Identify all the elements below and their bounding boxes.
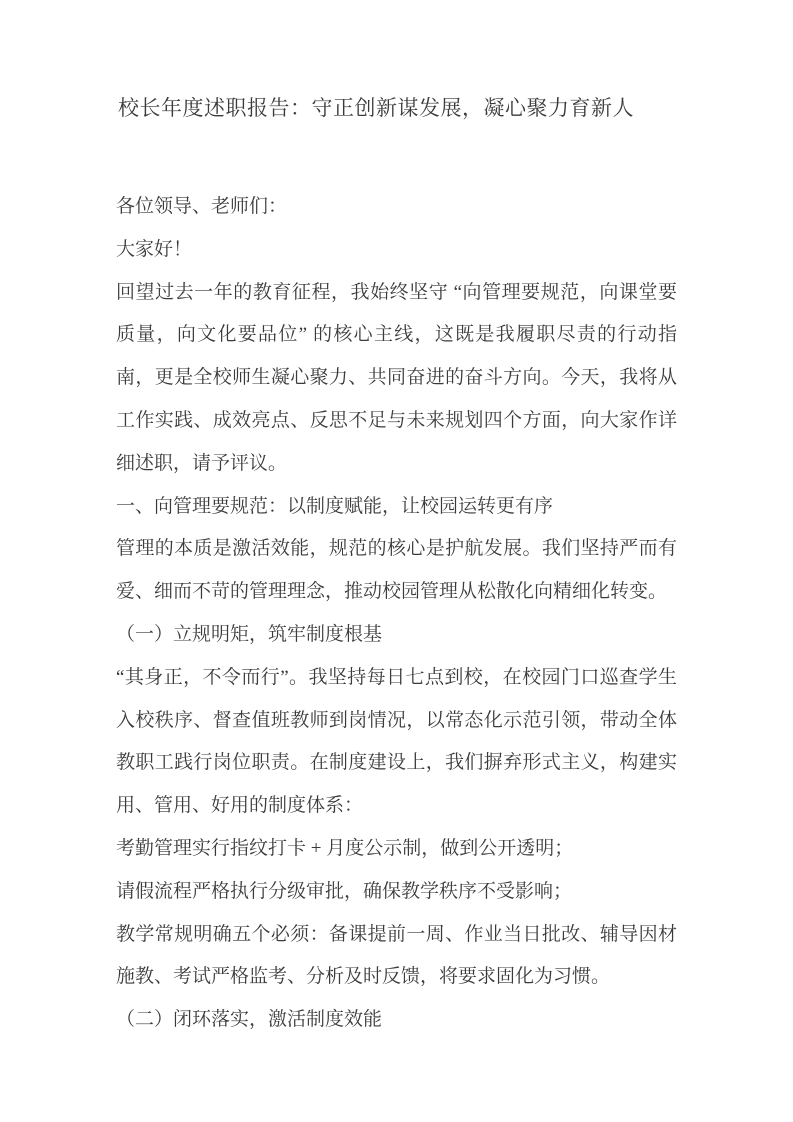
intro-paragraph: 回望过去一年的教育征程，我始终坚守 “向管理要规范，向课堂要质量，向文化要品位” 的核心主线，这既是我履职尽责的行动指南，更是全校师生凝心聚力、共同奋进的奋斗方向。今天，我将从工作实践、成效亮点、反思不足与未来规划四个方面，向大家作详细述职，请予评议。 — [116, 281, 677, 474]
section-1-heading: 一、向管理要规范：以制度赋能，让校园运转更有序 — [116, 495, 554, 517]
greeting-line: 大家好！ — [116, 238, 193, 260]
section-1-intro-paragraph: 管理的本质是激活效能，规范的核心是护航发展。我们坚持严而有爱、细而不苛的管理理念，推动校园管理从松散化向精细化转变。 — [116, 538, 677, 603]
policy-item-attendance: 考勤管理实行指纹打卡 + 月度公示制，做到公开透明； — [116, 837, 574, 859]
policy-item-teaching-routine: 教学常规明确五个必须：备课提前一周、作业当日批改、辅导因材施教、考试严格监考、分析及时反馈，将要求固化为习惯。 — [116, 923, 677, 988]
policy-item-leave-approval: 请假流程严格执行分级审批，确保教学秩序不受影响； — [116, 880, 573, 902]
subsection-1-2-heading: （二）闭环落实，激活制度效能 — [116, 1009, 383, 1031]
subsection-1-1-paragraph: “其身正，不令而行”。我坚持每日七点到校，在校园门口巡查学生入校秩序、督查值班教师到岗情况，以常态化示范引领，带动全体教职工践行岗位职责。在制度建设上，我们摒弃形式主义，构建实用、管用、好用的制度体系： — [116, 666, 677, 817]
document-title: 校长年度述职报告：守正创新谋发展，凝心聚力育新人 — [118, 96, 634, 120]
subsection-1-1-heading: （一）立规明矩，筑牢制度根基 — [116, 623, 383, 645]
salutation-line: 各位领导、老师们： — [116, 196, 288, 217]
